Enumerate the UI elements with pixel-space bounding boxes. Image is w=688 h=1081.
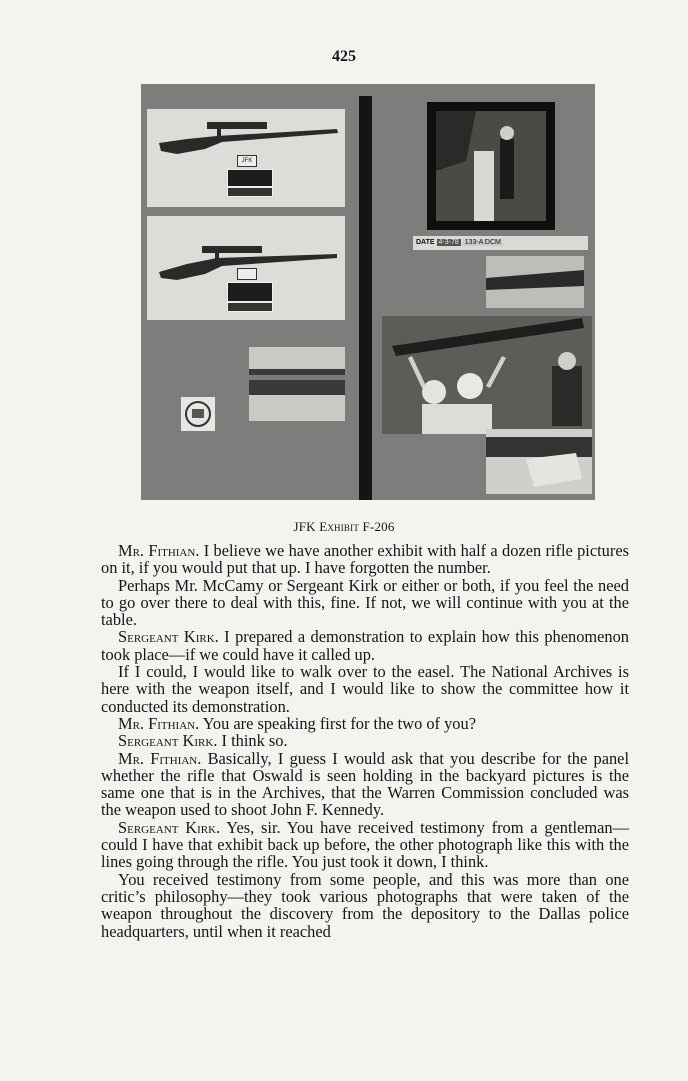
paragraph <box>101 750 629 819</box>
backyard-photograph <box>427 102 555 230</box>
rifle-stock-photo <box>486 256 584 308</box>
paragraph <box>101 819 629 871</box>
speaker-name: Sergeant Kirk. <box>118 817 221 837</box>
paragraph <box>101 628 629 663</box>
rifle-photo-card-bottom <box>147 216 345 320</box>
evidence-tag <box>227 169 273 187</box>
card-label-jfk: JFK <box>237 155 257 167</box>
testimony-text <box>101 542 629 940</box>
date-label: DATE <box>416 239 435 246</box>
easel-divider <box>359 96 372 500</box>
barrel-closeup-photo <box>249 347 345 421</box>
speaker-name: Mr. Fithian. <box>118 748 202 768</box>
rifle-raised-crowd-photo <box>382 316 592 434</box>
paragraph-text: I think so. <box>217 731 288 751</box>
paragraph-text: Yes, sir. You have received testimony from a gentleman—could I have that exhibit back up before, the other photograph like this with the lines going through the rifle. You just took it down, I think. <box>101 817 629 872</box>
paragraph <box>101 542 629 577</box>
caption-prefix: JFK <box>293 519 316 534</box>
date-ruler-strip <box>413 236 588 250</box>
scale-tag <box>227 187 273 197</box>
speaker-name: Sergeant Kirk. <box>118 731 218 751</box>
paragraph <box>101 732 629 749</box>
paragraph-text: You received testimony from some people, and this was more than one critic’s philosophy—they took various photographs that were taken of the weapon throughout the discovery from the depository to the Dallas police headquarters, until when it reached <box>101 869 629 941</box>
speaker-name: Mr. Fithian. <box>118 713 200 733</box>
paragraph-text: Basically, I guess I would ask that you describe for the panel whether the rifle that Oswald is seen holding in the backyard pictures is the same one that is in the Archives, that the Warren Commission concluded was the weapon used to shoot John F. Kennedy. <box>101 748 629 820</box>
page-number: 425 <box>332 48 356 65</box>
exhibit-photograph <box>141 84 595 500</box>
archives-seal <box>181 397 215 431</box>
paragraph-text: Perhaps Mr. McCamy or Sergeant Kirk or either or both, if you feel the need to go over there to deal with this, fine. If not, we will continue with you at the table. <box>101 575 629 630</box>
paragraph-text: You are speaking first for the two of you? <box>199 713 476 733</box>
paragraph <box>101 715 629 732</box>
scale-tag <box>227 302 273 312</box>
paragraph-text: I believe we have another exhibit with half a dozen rifle pictures on it, if you would put that up. I have forgotten the number. <box>101 541 629 578</box>
rifle-photo-card-top <box>147 109 345 207</box>
caption-number: F-206 <box>362 519 395 534</box>
speaker-name: Sergeant Kirk. <box>118 627 219 647</box>
exhibit-caption <box>0 519 688 535</box>
paragraph <box>101 663 629 715</box>
hand-on-rifle-photo <box>486 429 592 494</box>
paragraph <box>101 577 629 629</box>
code-value: 133-A DCM <box>464 239 501 246</box>
paragraph-text: If I could, I would like to walk over to the easel. The National Archives is here with the weapon itself, and I would like to show the committee how it conducted its demonstration. <box>101 662 629 716</box>
card-label <box>237 268 257 280</box>
paragraph-text: I prepared a demonstration to explain how this phenomenon took place—if we could have it called up. <box>101 627 629 664</box>
speaker-name: Mr. Fithian. <box>118 541 200 560</box>
evidence-tag <box>227 282 273 302</box>
caption-exhibit-word: Exhibit <box>319 519 360 534</box>
date-value: 4-3-78 <box>438 239 459 246</box>
paragraph <box>101 871 629 940</box>
